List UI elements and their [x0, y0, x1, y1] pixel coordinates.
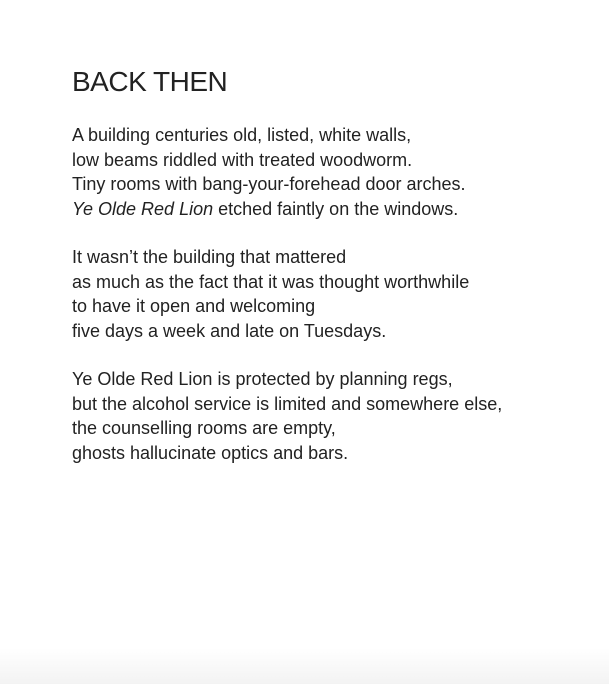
- poem-line: but the alcohol service is limited and somewhere else,: [72, 393, 503, 414]
- poem-line: to have it open and welcoming: [72, 296, 316, 316]
- pub-name-italic: Ye Olde Red Lion: [72, 198, 214, 219]
- poem-line: the counselling rooms are empty,: [72, 418, 336, 438]
- poem-line-with-italic-name: [72, 197, 592, 222]
- poem-line: It wasn’t the building that mattered: [72, 247, 347, 267]
- stanza-2: [72, 245, 592, 343]
- stanza-3: [72, 367, 592, 465]
- poem-line: Ye Olde Red Lion is protected by planning regs,: [72, 369, 453, 389]
- poem-line: ghosts hallucinate optics and bars.: [72, 442, 349, 463]
- poem: [72, 66, 592, 465]
- stanza-1: [72, 123, 592, 221]
- poem-line: A building centuries old, listed, white walls,: [72, 125, 412, 145]
- poem-line: as much as the fact that it was thought worthwhile: [72, 271, 470, 292]
- poem-line: low beams riddled with treated woodworm.: [72, 149, 413, 170]
- poem-line: five days a week and late on Tuesdays.: [72, 320, 387, 341]
- poem-line-rest: etched faintly on the windows.: [213, 198, 459, 219]
- poem-title: BACK THEN: [72, 66, 228, 97]
- poem-line: Tiny rooms with bang-your-forehead door arches.: [72, 174, 466, 194]
